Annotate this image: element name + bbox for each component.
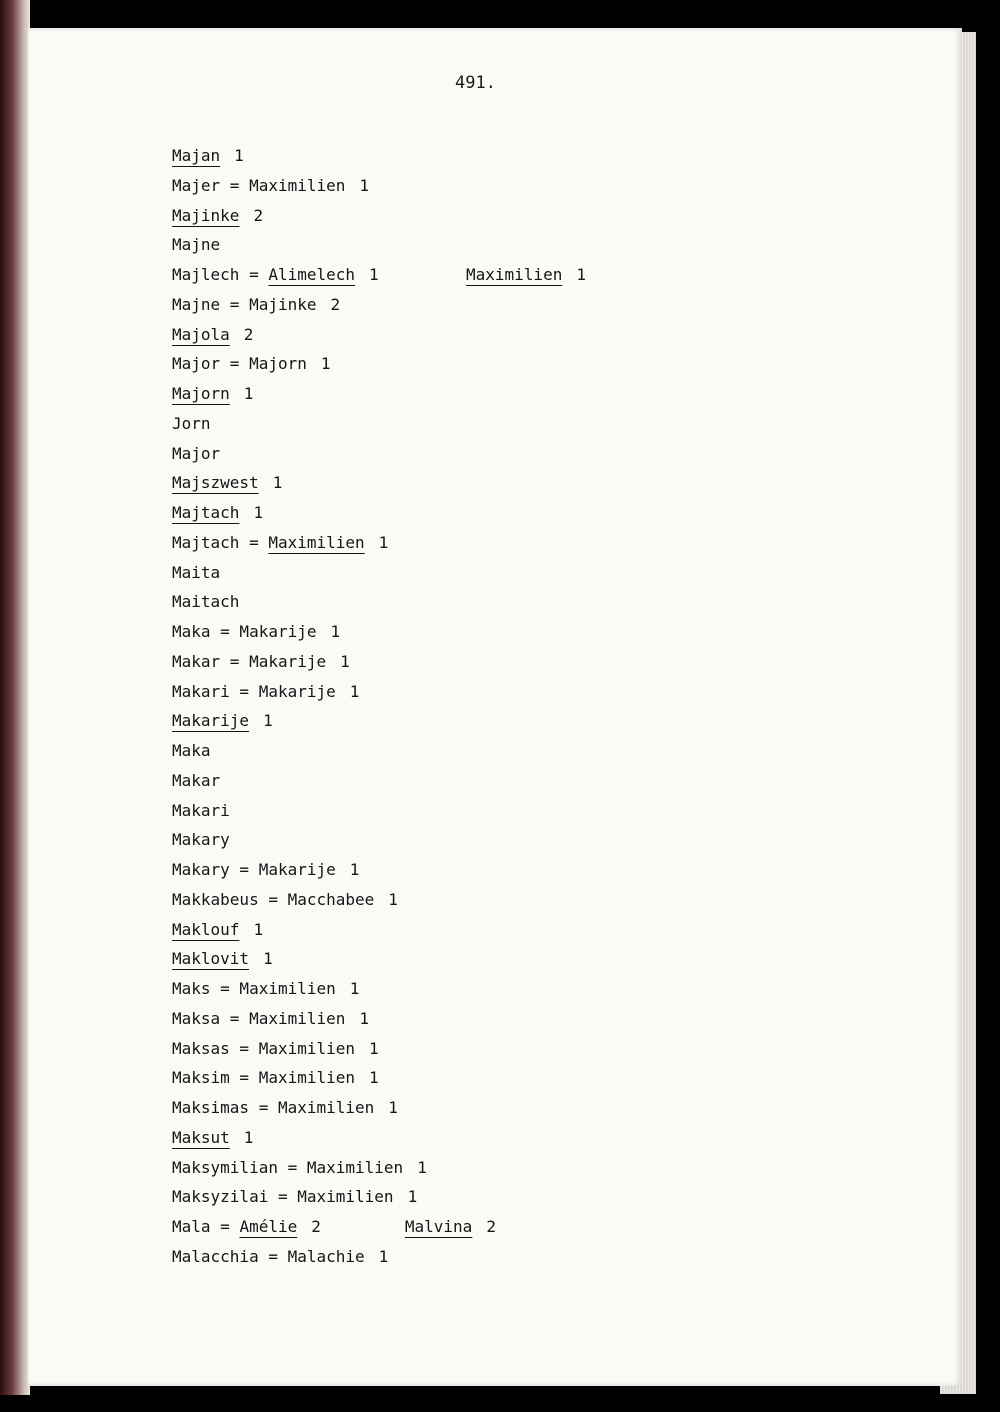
entry-headword: Malvina (404, 1217, 473, 1236)
page-number: 491. (455, 73, 496, 93)
entry-headword: Maklovit (172, 949, 250, 969)
entry-count: 2 (243, 324, 254, 344)
entry-count: 1 (263, 949, 273, 969)
list-item (172, 409, 496, 439)
list-item (172, 1034, 496, 1064)
list-item (172, 915, 496, 945)
list-item (172, 439, 496, 469)
entry-count: 1 (349, 681, 360, 701)
entry-count: 1 (263, 711, 273, 731)
entry-count: 2 (311, 1217, 321, 1236)
entry-list (172, 141, 586, 1272)
entry-count: 1 (349, 979, 360, 998)
entry-text: Major (172, 443, 221, 463)
entry-text: Maitach (172, 592, 240, 612)
list-item (172, 1063, 496, 1093)
list-item (172, 974, 496, 1004)
entry-count: 1 (349, 860, 360, 879)
entry-text: Maka = Makarije (172, 622, 317, 641)
list-item (172, 558, 496, 588)
entry-count: 1 (234, 146, 244, 165)
entry-headword: Maksut (172, 1127, 230, 1147)
entry-text: Maks = Maximilien (172, 979, 336, 998)
entry-count: 1 (243, 384, 254, 403)
list-item (172, 498, 496, 528)
entry-count: 1 (388, 889, 398, 909)
list-item (172, 587, 496, 617)
entry-headword: Majola (172, 324, 230, 344)
entry-count: 1 (378, 1246, 389, 1266)
list-item (172, 201, 496, 231)
list-item (172, 320, 496, 350)
entry-headword: Majan (172, 146, 221, 165)
entry-text: Makar (172, 770, 221, 790)
entry-text: Jorn (172, 413, 211, 433)
entry-count: 1 (253, 919, 264, 939)
entry-count: 1 (340, 651, 350, 671)
entry-text: Maksyzilai = Maximilien (172, 1187, 394, 1207)
list-item (172, 1123, 496, 1153)
entry-count: 1 (417, 1157, 427, 1177)
list-item (172, 1242, 496, 1272)
entry-count: 1 (253, 503, 264, 522)
entry-count: 1 (407, 1187, 418, 1207)
list-item (172, 885, 496, 915)
list-item (172, 736, 496, 766)
entry-headword: Alimelech (268, 265, 356, 284)
entry-text: Malacchia = Malachie (172, 1246, 365, 1266)
list-item (172, 825, 496, 855)
list-item (172, 171, 496, 201)
list-item (172, 1212, 496, 1242)
list-item (172, 766, 496, 796)
entry-headword: Maximilien (268, 532, 365, 552)
list-item (172, 349, 496, 379)
list-item (172, 1004, 496, 1034)
entry-text: Makar = Makarije (172, 651, 327, 671)
list-item (172, 855, 496, 885)
list-item (172, 706, 496, 736)
entry-text: Maksymilian = Maximilien (172, 1157, 404, 1177)
entry-headword: Majorn (172, 384, 230, 403)
entry-text: Maksim = Maximilien (172, 1068, 356, 1088)
entry-count: 1 (378, 532, 389, 552)
entry-text: Majlech = (172, 265, 269, 284)
entry-count: 1 (369, 1038, 379, 1058)
entry-text: Maksa = Maximilien (172, 1008, 346, 1028)
entry-headword: Amélie (239, 1217, 298, 1236)
entry-count: 1 (369, 265, 379, 284)
list-item (172, 230, 496, 260)
entry-headword: Makarije (172, 711, 250, 731)
list-item (172, 1153, 496, 1183)
list-item (172, 260, 586, 290)
list-item (172, 1182, 496, 1212)
entry-text: Maksas = Maximilien (172, 1038, 356, 1058)
list-item (172, 617, 496, 647)
entry-text: Makary = Makarije (172, 860, 336, 879)
entry-text: Makkabeus = Macchabee (172, 889, 375, 909)
list-item (172, 290, 496, 320)
list-item (172, 647, 496, 677)
entry-count: 2 (253, 205, 264, 225)
entry-headword: Majtach (172, 503, 240, 522)
entry-text: Major = Majorn (172, 354, 307, 374)
entry-count: 1 (320, 354, 331, 374)
entry-count: 1 (272, 473, 283, 493)
entry-text: Makari (172, 800, 230, 820)
entry-count: 1 (388, 1098, 398, 1117)
entry-text: Mala = (172, 1217, 240, 1236)
entry-text: Majne = Majinke (172, 294, 317, 314)
entry-text: Maita (172, 562, 221, 582)
entry-text: Makary (172, 830, 230, 850)
entry-count: 1 (359, 1008, 370, 1028)
list-item (172, 796, 496, 826)
entry-text: Majtach = (172, 532, 269, 552)
list-item (172, 528, 496, 558)
entry-text: Majer = Maximilien (172, 175, 346, 195)
book-binding (0, 0, 30, 1395)
entry-count: 2 (486, 1217, 496, 1236)
list-item (172, 379, 496, 409)
entry-count: 1 (330, 622, 341, 641)
entry-text: Majne (172, 235, 221, 255)
entry-count: 1 (359, 175, 370, 195)
entry-count: 2 (330, 294, 341, 314)
list-item (172, 468, 496, 498)
entry-text: Maka (172, 741, 211, 760)
entry-headword: Majszwest (172, 473, 259, 493)
list-item (172, 677, 496, 707)
list-item (172, 141, 496, 171)
list-item (172, 944, 496, 974)
list-item (172, 1093, 496, 1123)
entry-count: 1 (576, 265, 586, 284)
entry-headword: Majinke (172, 205, 240, 225)
entry-text: Makari = Makarije (172, 681, 336, 701)
entry-headword: Maklouf (172, 919, 240, 939)
entry-text: Maksimas = Maximilien (172, 1098, 375, 1117)
entry-count: 1 (369, 1068, 379, 1088)
entry-count: 1 (243, 1127, 254, 1147)
entry-headword: Maximilien (466, 265, 563, 284)
entry-extra (466, 260, 586, 290)
